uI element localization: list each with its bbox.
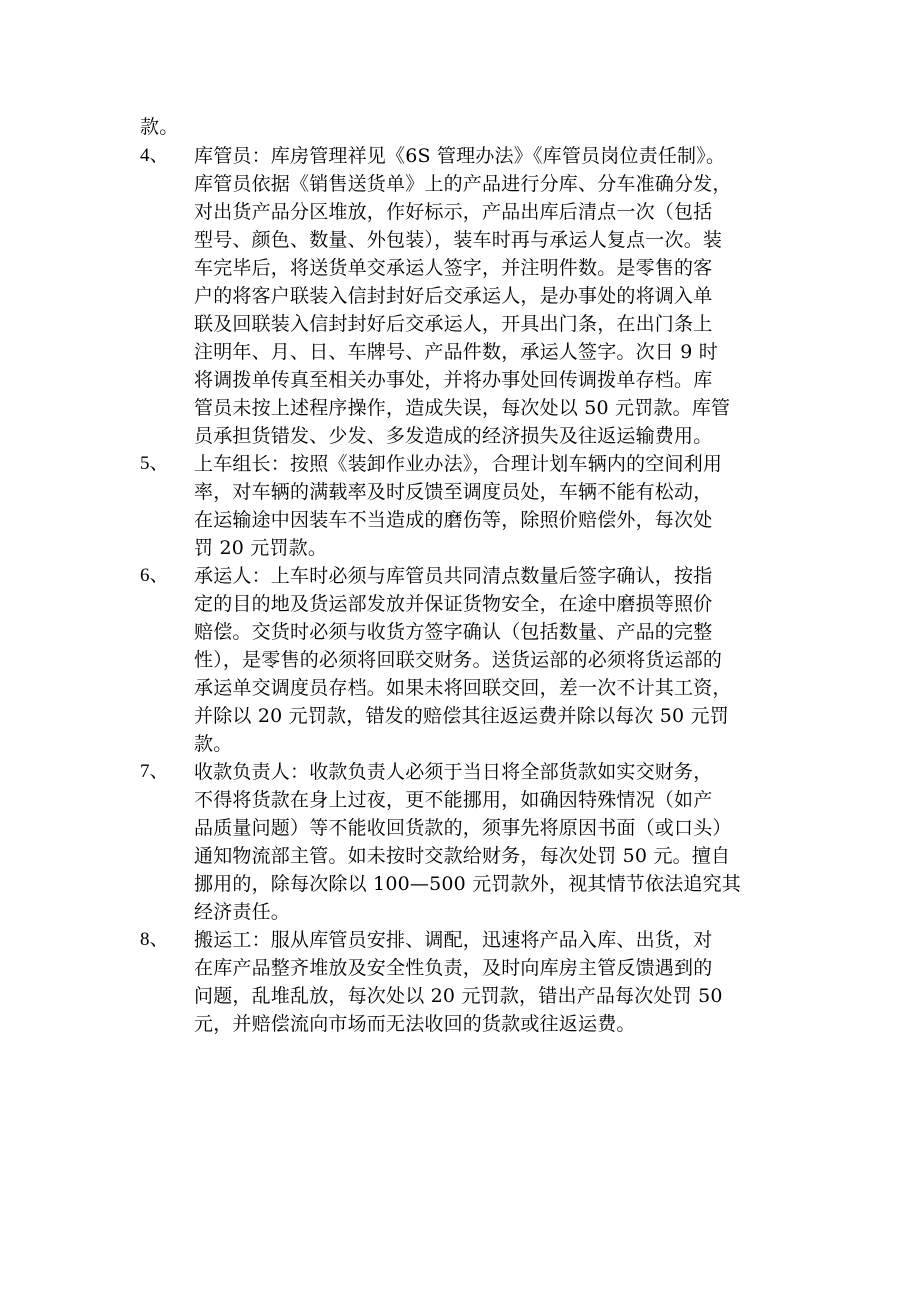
item-text-line: 车完毕后，将送货单交承运人签字，并注明件数。是零售的客 (194, 257, 713, 279)
item-text-line: 收款负责人：收款负责人必须于当日将全部货款如实交财务， (194, 761, 713, 783)
item-text-line: 搬运工：服从库管员安排、调配，迅速将产品入库、出货，对 (194, 929, 713, 951)
item-text-line: 在库产品整齐堆放及安全性负责，及时向库房主管反馈遇到的 (194, 957, 713, 979)
item-number: 8、 (140, 929, 169, 950)
item-text-line: 通知物流部主管。如未按时交款给财务，每次处罚 50 元。擅自 (194, 845, 731, 867)
item-text-line: 员承担货错发、少发、多发造成的经济损失及往返运输费用。 (194, 425, 713, 447)
item-text-line: 承运单交调度员存档。如果未将回联交回，差一次不计其工资， (194, 677, 732, 699)
item-text-line: 对出货产品分区堆放，作好标示，产品出库后清点一次（包括 (194, 201, 713, 223)
item-text-line: 并除以 20 元罚款，错发的赔偿其往返运费并除以每次 50 元罚 (194, 705, 729, 727)
item-text-line: 定的目的地及货运部发放并保证货物安全，在途中磨损等照价 (194, 593, 713, 615)
item-text-line: 承运人：上车时必须与库管员共同清点数量后签字确认，按指 (194, 565, 713, 587)
item-text-line: 罚 20 元罚款。 (194, 537, 328, 559)
item-text-line: 管员未按上述程序操作，造成失误，每次处以 50 元罚款。库管 (194, 397, 731, 419)
item-number: 6、 (140, 565, 169, 586)
item-text-line: 率，对车辆的满载率及时反馈至调度员处，车辆不能有松动， (194, 481, 713, 503)
item-number: 7、 (140, 761, 169, 782)
item-text-line: 元，并赔偿流向市场而无法收回的货款或往返运费。 (194, 1013, 636, 1035)
item-text-line: 上车组长：按照《装卸作业办法》，合理计划车辆内的空间利用 (194, 453, 723, 475)
item-text-line: 问题，乱堆乱放，每次处以 20 元罚款，错出产品每次处罚 50 (194, 985, 723, 1007)
item-text-line: 注明年、月、日、车牌号、产品件数，承运人签字。次日 9 时 (194, 341, 718, 363)
item-text-line: 赔偿。交货时必须与收货方签字确认（包括数量、产品的完整 (194, 621, 713, 643)
item-text-line: 挪用的，除每次除以 100—500 元罚款外，视其情节依法追究其 (194, 873, 742, 895)
item-text-line: 库管员依据《销售送货单》上的产品进行分库、分车准确分发， (194, 173, 732, 195)
item-text-line: 款。 (194, 733, 233, 755)
item-text-line: 品质量问题）等不能收回货款的，须事先将原因书面（或口头） (194, 817, 732, 839)
item-text-line: 经济责任。 (194, 901, 291, 923)
item-text-line: 型号、颜色、数量、外包装），装车时再与承运人复点一次。装 (194, 229, 723, 251)
item-text-line: 联及回联装入信封封好后交承运人，开具出门条，在出门条上 (194, 313, 713, 335)
item-text-line: 户的将客户联装入信封封好后交承运人，是办事处的将调入单 (194, 285, 713, 307)
item-text-line: 将调拨单传真至相关办事处，并将办事处回传调拨单存档。库 (194, 369, 713, 391)
intro-line: 款。 (140, 116, 179, 138)
item-text-line: 性），是零售的必须将回联交财务。送货运部的必须将货运部的 (194, 649, 723, 671)
item-text-line: 库管员：库房管理祥见《6S 管理办法》《库管员岗位责任制》。 (194, 145, 726, 167)
item-text-line: 在运输途中因装车不当造成的磨伤等，除照价赔偿外，每次处 (194, 509, 713, 531)
item-number: 5、 (140, 453, 169, 474)
item-text-line: 不得将货款在身上过夜，更不能挪用，如确因特殊情况（如产 (194, 789, 713, 811)
item-number: 4、 (140, 145, 169, 166)
